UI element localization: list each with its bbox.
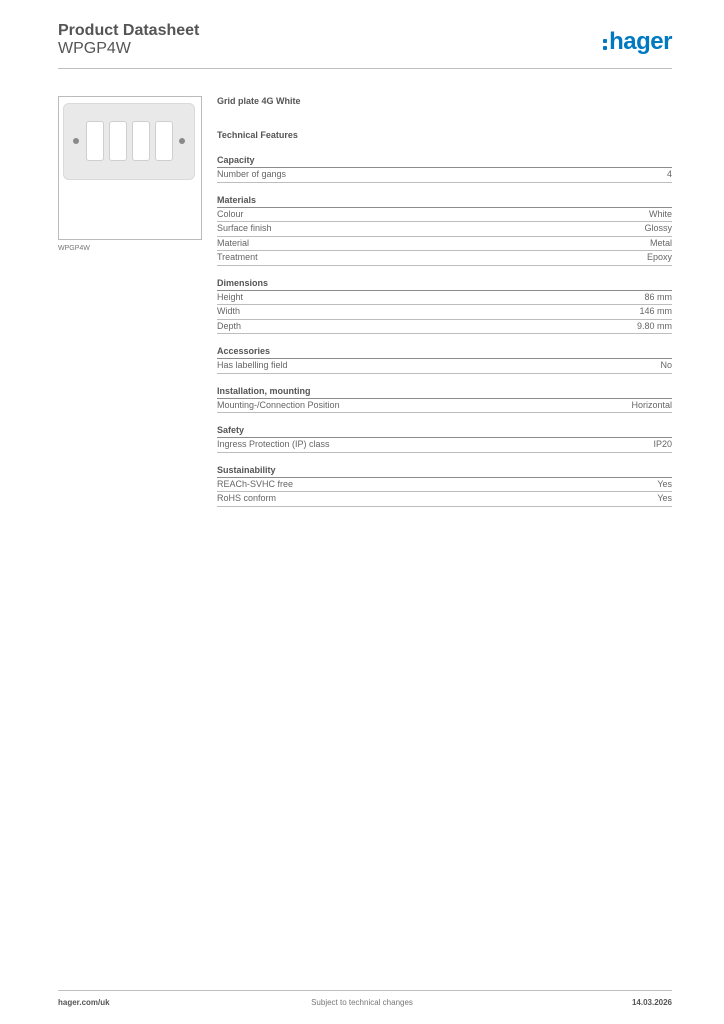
- spec-value: White: [648, 208, 672, 219]
- spec-value: Epoxy: [646, 252, 672, 262]
- spec-label: Surface finish: [217, 223, 272, 233]
- spec-label: REACh-SVHC free: [217, 478, 294, 489]
- spec-section: [217, 465, 672, 507]
- section-title: Sustainability: [217, 465, 672, 478]
- spec-row: [217, 168, 672, 183]
- spec-value: Yes: [657, 493, 672, 503]
- rocker-switch: [86, 121, 104, 161]
- page-title: Product Datasheet: [58, 22, 200, 39]
- spec-section: [217, 155, 672, 183]
- hager-logo: [603, 28, 672, 56]
- logo-dots-icon: [603, 39, 607, 50]
- spec-label: Has labelling field: [217, 360, 288, 370]
- spec-row: [217, 399, 672, 414]
- spec-label: Height: [217, 291, 244, 302]
- spec-row: [217, 237, 672, 252]
- spec-label: Depth: [217, 320, 242, 331]
- section-title: Safety: [217, 425, 672, 438]
- spec-row: [217, 492, 672, 507]
- product-name: Grid plate 4G White: [217, 96, 301, 106]
- spec-value: IP20: [653, 439, 672, 449]
- spec-label: Colour: [217, 208, 244, 219]
- spec-section: [217, 346, 672, 374]
- product-image: [58, 96, 202, 240]
- spec-row: [217, 359, 672, 374]
- logo-text: hager: [609, 28, 672, 55]
- spec-row: [217, 251, 672, 266]
- spec-value: No: [660, 360, 672, 370]
- spec-row: [217, 291, 672, 306]
- spec-section: [217, 386, 672, 414]
- section-title: Capacity: [217, 155, 672, 168]
- spec-value: Glossy: [644, 223, 672, 233]
- spec-row: [217, 438, 672, 453]
- spec-label: Mounting-/Connection Position: [217, 399, 340, 410]
- spec-row: [217, 305, 672, 320]
- features-heading: Technical Features: [217, 130, 298, 140]
- section-title: Materials: [217, 195, 672, 208]
- spec-row: [217, 478, 672, 493]
- footer-divider: [58, 990, 672, 991]
- spec-value: Horizontal: [631, 399, 672, 410]
- spec-section: [217, 278, 672, 335]
- spec-row: [217, 320, 672, 335]
- rocker-switch: [132, 121, 150, 161]
- spec-label: Number of gangs: [217, 169, 287, 179]
- spec-label: RoHS conform: [217, 493, 277, 503]
- spec-value: 9.80 mm: [636, 320, 672, 331]
- spec-label: Material: [217, 237, 250, 248]
- product-code: WPGP4W: [58, 40, 131, 57]
- spec-section: [217, 425, 672, 453]
- spec-row: [217, 208, 672, 223]
- spec-value: 86 mm: [644, 291, 672, 302]
- spec-value: 146 mm: [639, 306, 672, 316]
- spec-row: [217, 222, 672, 237]
- section-title: Installation, mounting: [217, 386, 672, 399]
- spec-value: Yes: [657, 478, 672, 489]
- footer-notice: Subject to technical changes: [311, 998, 413, 1007]
- spec-panel: [217, 95, 672, 507]
- section-title: Dimensions: [217, 278, 672, 291]
- spec-label: Treatment: [217, 252, 258, 262]
- footer-date: 14.03.2026: [631, 998, 672, 1007]
- header-divider: [58, 68, 672, 69]
- rocker-switch: [109, 121, 127, 161]
- section-title: Accessories: [217, 346, 672, 359]
- grid-plate-illustration: [63, 103, 195, 180]
- spec-section: [217, 195, 672, 266]
- spec-label: Ingress Protection (IP) class: [217, 439, 330, 449]
- spec-value: Metal: [649, 237, 672, 248]
- image-caption: WPGP4W: [58, 245, 90, 252]
- spec-value: 4: [666, 169, 672, 179]
- spec-sections: [217, 155, 672, 507]
- footer-website: hager.com/uk: [58, 998, 110, 1007]
- rocker-switch: [155, 121, 173, 161]
- screw-icon: [73, 138, 79, 144]
- screw-icon: [179, 138, 185, 144]
- spec-label: Width: [217, 306, 241, 316]
